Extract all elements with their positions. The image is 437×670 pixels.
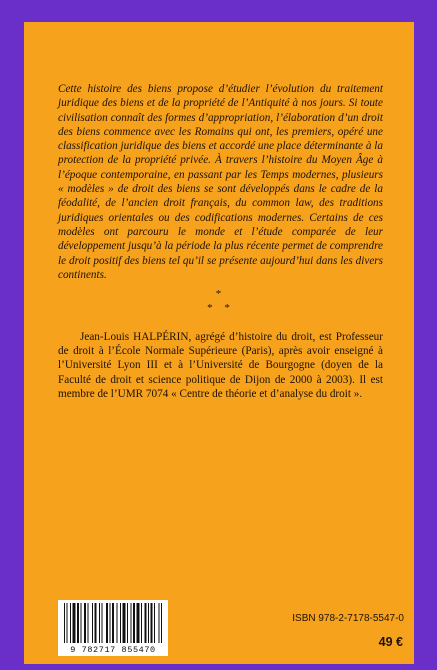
isbn-label: ISBN 978-2-7178-5547-0 (292, 613, 404, 624)
book-description: Cette histoire des biens propose d’étudier l’évolution du traitement juridique des biens et de la propriété de l’Antiquité à nos jours. Si toute civilisation connaît des formes d’appropriation, l’élaboration d’un droit des biens commence avec les Romains qui ont, les premiers, opéré une classification juridique des biens et accordé une place déterminante à la protection de la propriété privée. À travers l’histoire du Moyen Âge à l’époque contemporaine, en passant par les Temps modernes, plusieurs « modèles » de droit des biens se sont développés dans le cadre de la féodalité, de l’ancien droit français, du common law, des traditions juridiques orientales ou des codifications modernes. Certains de ces modèles ont parcouru le monde et l’étude comparée de leur développement jusqu’à la période la plus récente permet de comprendre le droit positif des biens tel qu’il se présente aujourd’hui dans les divers continents. (58, 83, 383, 281)
asterism-separator (0, 287, 437, 315)
barcode-bars-icon (58, 600, 168, 646)
barcode-number: 9 782717 855470 (70, 645, 156, 655)
price-label: 49 € (378, 635, 403, 649)
barcode (58, 600, 168, 656)
author-biography: Jean-Louis HALPÉRIN, agrégé d’histoire du droit, est Professeur de droit à l’École Normale Supérieure (Paris), après avoir enseigné à l’Université Lyon III et à l’Université de Bourgogne (doyen de la Faculté de droit et science politique de Dijon de 2000 à 2003). Il est membre de l’UMR 7074 « Centre de théorie et d’analyse du droit ». (58, 331, 383, 400)
separator-star-bottom: * * (207, 302, 230, 314)
separator-star-top: * (215, 288, 222, 300)
